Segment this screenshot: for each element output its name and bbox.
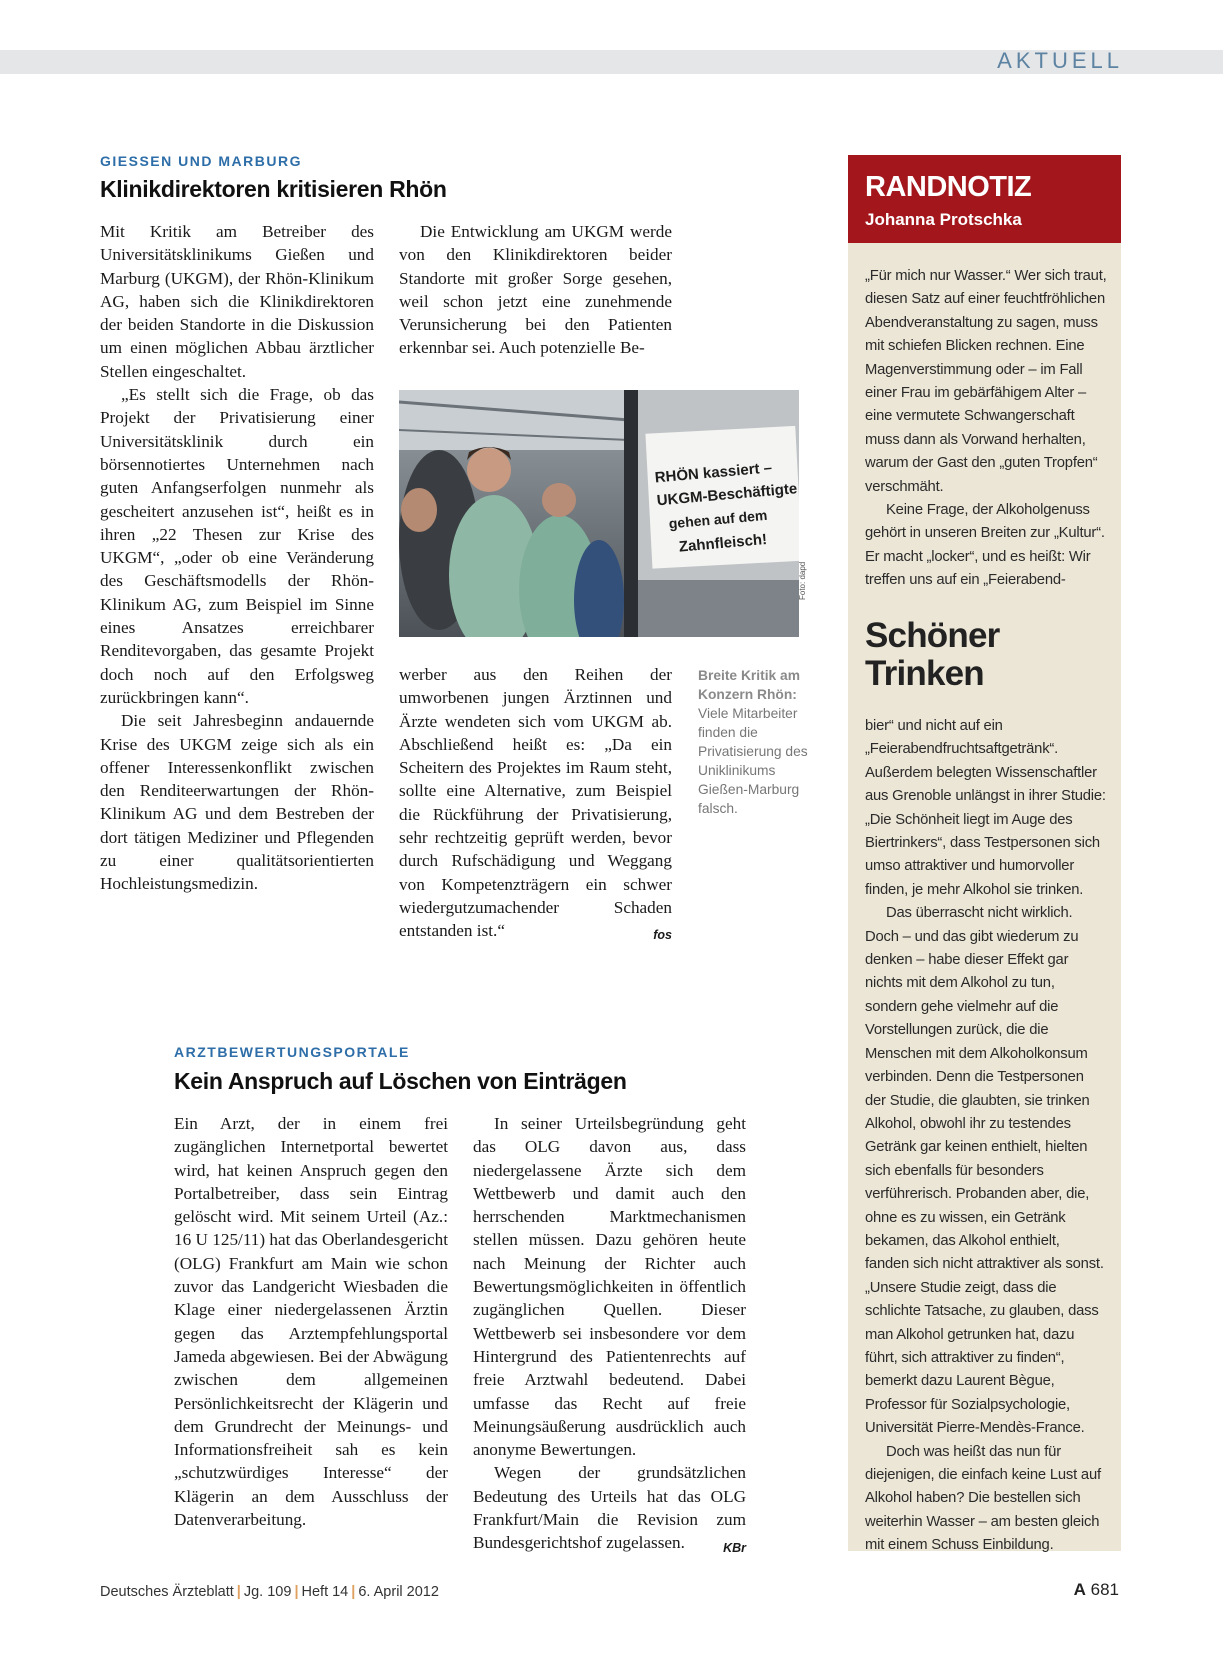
journal-name: Deutsches Ärzteblatt [100,1584,234,1600]
article1-kicker: GIESSEN UND MARBURG [100,153,302,169]
sidebar-author: Johanna Protschka [865,210,1022,229]
article2-title: Kein Anspruch auf Löschen von Einträgen [174,1068,627,1094]
article1-column-1 [100,220,374,896]
journal-issue: Heft 14 [301,1584,349,1600]
photo-caption [698,666,818,818]
protest-photo-image [399,390,799,637]
sign-text: RHÖN kassiert – [654,459,773,487]
sidebar-label: RANDNOTIZ [865,171,1032,203]
paragraph: Die seit Jahresbeginn andauernde Krise des UKGM zeige sich als ein offener Interessenkonflikt zwischen den Renditeerwartungen der Rhön-Klinikum AG und dem Bestreben der dort tätigen Mediziner und Pflegenden zu einer qualitätsorientierten Hochleistungsmedizin. [100,711,374,894]
paragraph: werber aus den Reihen der umworbenen jungen Ärztinnen und Ärzte wendeten sich vom UKGM ab. Abschließend heißt es: „Da ein Scheitern des Projektes im Raum steht, sollte eine Alternative, zum Beispiel die Rückführung der Privatisierung, sehr rechtzeitig geprüft werden, bevor durch Rufschädigung und Weggang von Kompetenzträgern ein schwer wiedergutzumachender Schaden entstanden ist.“ [399,665,672,941]
page-number-value: 681 [1090,1580,1119,1599]
author-signature: KBr [723,1540,746,1555]
paragraph: Keine Frage, der Alkoholgenuss gehört in unseren Breiten zur „Kultur“. Er macht „locker“, und es heißt: Wir treffen uns auf ein „Feierabend- [865,502,1105,589]
sign-text: UKGM-Beschäftigte [656,480,798,510]
paragraph: Doch was heißt das nun für diejenigen, die einfach keine Lust auf Alkohol haben? Die bestellen sich weiterhin Wasser – am besten gleich mit einem Schuss Einbildung. [865,1443,1101,1554]
article2-column-2 [473,1112,746,1560]
journal-volume: Jg. 109 [243,1584,292,1600]
randnotiz-sidebar [848,155,1121,1554]
paragraph: Das überrascht nicht wirklich. Doch – und das gibt wiederum zu denken – habe dieser Effekt gar nichts mit dem Alkohol zu tun, sondern gehe vielmehr auf die Vorstellungen zurück, die die Menschen mit dem Alkoholkonsum verbinden. Denn die Testpersonen der Studie, die glaubten, sie trinken Alkohol, obwohl ihr zu testendes Getränk gar keinen enthielt, hielten sich ebenfalls für besonders verführerisch. Probanden aber, die, ohne es zu wissen, ein Getränk bekamen, das Alkohol enthielt, fanden sich nicht attraktiver als sonst. „Unsere Studie zeigt, dass die schlichte Tatsache, zu glauben, dass man Alkohol getrunken hat, dazu führt, sich attraktiver zu finden“, bemerkt dazu Laurent Bègue, Professor für Sozialpsychologie, Universität Pierre-Mendès-France. [865,905,1104,1437]
sidebar-heading: Schöner Trinken [865,616,1000,693]
article1-column-2-top [399,220,672,360]
page-number [1074,1580,1119,1600]
sign-text: gehen auf dem [668,506,768,532]
paragraph: In seiner Urteilsbegründung geht das OLG davon aus, dass niedergelassene Ärzte sich dem Wettbewerb und damit auch den herrschenden Marktmechanismen stellen müssen. Dazu gehören heute nach Meinung der Richter auch Bewertungsmöglichkeiten in öffentlich zugänglichen Quellen. Dieser Wettbewerb sei insbesondere vor dem Hintergrund des Patientenrechts auf freie Arztwahl bedeutend. Dabei umfasse das Recht auf freie Meinungsäußerung ausdrücklich auch anonyme Bewertungen. [473,1114,746,1460]
article2-kicker: ARZTBEWERTUNGSPORTALE [174,1044,410,1060]
paragraph: bier“ und nicht auf ein „Feierabendfruchtsaftgetränk“. Außerdem belegten Wissenschaftler aus Grenoble unlängst in ihrer Studie: „Die Schönheit liegt im Auge des Biertrinkers“, dass Testpersonen sich umso attraktiver und humorvoller finden, je mehr Alkohol sie trinken. [865,718,1106,898]
journal-date: 6. April 2012 [358,1584,439,1600]
photo-credit: Foto: dapd [798,561,807,600]
sidebar-text-bottom [865,715,1107,1558]
paragraph: Wegen der grundsätzlichen Bedeutung des Urteils hat das OLG Frankfurt/Main die Revision zum Bundesgerichtshof zugelassen. [473,1463,746,1553]
article-photo [399,390,799,637]
author-signature: fos [653,928,672,943]
footer-citation: Deutsches Ärzteblatt | Jg. 109 | Heft 14 | 6. April 2012 [100,1584,439,1600]
caption-text: Viele Mitarbeiter finden die Privatisierung des Uniklinikums Gießen-Marburg falsch. [698,706,808,816]
paragraph: „Es stellt sich die Frage, ob das Projekt der Privatisierung einer Universitätsklinik durch ein börsennotiertes Unternehmen nach guten Anfangserfolgen nunmehr als gescheitert anzusehen ist“, heißt es in ihren „22 Thesen zur Krise des UKGM“, „oder ob eine Veränderung des Geschäftsmodells der Rhön-Klinikum AG, zum Beispiel im Sinne eines Ansatzes erreichbarer Renditevorgaben, das gesamte Projekt doch noch auf den Erfolgsweg zurückbringen kann“. [100,385,374,707]
paragraph: Mit Kritik am Betreiber des Universitätsklinikums Gießen und Marburg (UKGM), der Rhön-Klinikum AG, haben sich die Klinikdirektoren der beiden Standorte in die Diskussion um einen möglichen Abbau ärztlicher Stellen eingeschaltet. [100,222,374,381]
page-prefix: A [1073,1580,1086,1599]
paragraph: „Für mich nur Wasser.“ Wer sich traut, diesen Satz auf einer feuchtfröhlichen Abendveranstaltung zu sagen, muss mit schiefen Blicken rechnen. Eine Magenverstimmung oder – im Fall einer Frau im gebärfähigem Alter – eine vermutete Schwangerschaft muss dann als Vorwand herhalten, warum der Gast den „guten Tropfen“ verschmäht. [865,268,1107,495]
sign-text: Zahnfleisch! [678,531,768,556]
paragraph: Die Entwicklung am UKGM werde von den Klinikdirektoren beider Standorte mit großer Sorge gesehen, weil schon jetzt eine zunehmende Verunsicherung bei den Patienten erkennbar sei. Auch potenzielle Be- [399,222,672,358]
article2-column-1 [174,1112,448,1531]
article1-title: Klinikdirektoren kritisieren Rhön [100,176,447,202]
sidebar-text-top [865,265,1107,593]
sidebar-header [848,155,1121,243]
article1-column-2-bottom [399,663,672,948]
caption-title: Breite Kritik am Konzern Rhön: [698,668,800,702]
paragraph: Ein Arzt, der in einem frei zugänglichen Internetportal bewertet wird, hat keinen Anspruch gegen den Portalbetreiber, dass sein Eintrag gelöscht wird. Mit seinem Urteil (Az.: 16 U 125/11) hat das Oberlandesgericht (OLG) Frankfurt am Main wie schon zuvor das Landgericht Wiesbaden die Klage einer niedergelassenen Ärztin gegen das Arztempfehlungsportal Jameda abgewiesen. Bei der Abwägung zwischen dem allgemeinen Persönlichkeitsrecht der Klägerin und dem Grundrecht der Meinungs- und Informationsfreiheit sah es kein „schutzwürdiges Interesse“ der Klägerin an dem Ausschluss der Datenverarbeitung. [174,1114,448,1530]
section-label: AKTUELL [997,48,1123,73]
